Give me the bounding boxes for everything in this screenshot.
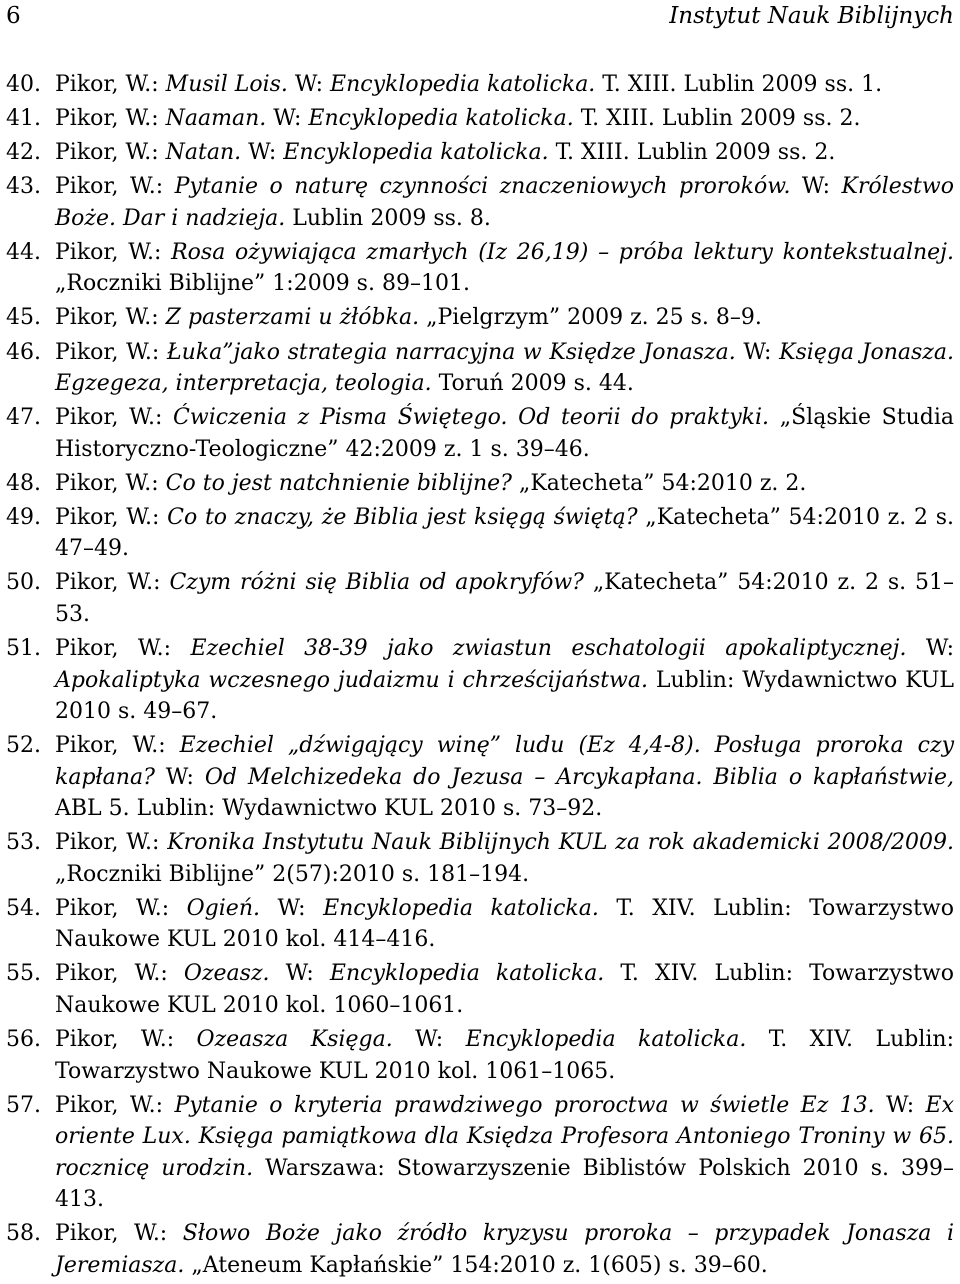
entry-text (6, 137, 954, 169)
entry-title-italic: Czym różni się Biblia od apokryfów? (169, 570, 584, 596)
bibliography-entry (6, 1090, 954, 1216)
entry-text-segment: Pikor, W.: (55, 1027, 197, 1052)
entry-number: 49. (6, 504, 41, 530)
entry-number: 51. (6, 636, 41, 662)
entry-text-segment: Pikor, W.: (55, 636, 191, 662)
entry-text-segment: „Roczniki Biblijne” 2(57):2010 s. 181–194. (55, 861, 530, 887)
entry-text (6, 893, 954, 956)
entry-title-italic: Ozeasza Księga. (196, 1027, 393, 1052)
entry-number: 47. (6, 405, 41, 431)
entry-number: 55. (6, 961, 41, 987)
entry-text (6, 958, 954, 1021)
entry-text-segment: Pikor, W.: (55, 339, 167, 365)
entry-text-segment: „Ateneum Kapłańskie” 154:2010 z. 1(605) s. 39–60. (184, 1252, 768, 1278)
bibliography-entry (6, 1024, 954, 1087)
entry-text-segment: Lublin: Wydawnictwo KUL 2010 s. 49–67. (55, 667, 954, 725)
entry-text-segment: Pikor, W.: (55, 106, 166, 132)
entry-number: 53. (6, 830, 41, 856)
entry-text-segment: Warszawa: Stowarzyszenie Biblistów Polskich 2010 s. 399–413. (55, 1155, 955, 1213)
entry-text-segment: W: (906, 636, 955, 662)
entry-title-italic: Ezechiel „dźwigający winę” ludu (Ez 4,4-8). Posługa proroka czy kapłana? (55, 733, 954, 790)
entry-text-segment: W: (241, 140, 284, 166)
entry-number: 40. (6, 72, 41, 97)
entry-text-segment: W: (790, 174, 842, 200)
entry-number: 52. (6, 733, 41, 759)
bibliography-entry (6, 237, 954, 300)
entry-text (6, 502, 954, 565)
entry-number: 45. (6, 305, 41, 331)
entry-text-segment: Pikor, W.: (55, 895, 187, 921)
entry-number: 54. (6, 895, 41, 921)
entry-text-segment: Pikor, W.: (55, 570, 170, 596)
entry-text-segment: W: (269, 961, 330, 987)
entry-text-segment: T. XIII. Lublin 2009 ss. 2. (573, 106, 861, 132)
entry-text-segment: W: (392, 1027, 466, 1052)
entry-text (6, 1218, 954, 1281)
entry-title-italic: Ezechiel 38-39 jako zwiastun eschatologii apokaliptycznej. (190, 636, 907, 662)
entry-title-italic: Z pasterzami u żłóbka. (165, 305, 420, 331)
entry-number: 50. (6, 570, 41, 596)
entry-title-italic: Encyklopedia katolicka. (329, 961, 605, 987)
bibliography-entry (6, 302, 954, 334)
bibliography-entry (6, 69, 954, 101)
bibliography-entry (6, 827, 954, 890)
entry-text-segment: W: (735, 339, 780, 365)
entry-text (6, 633, 954, 728)
bibliography-entry (6, 1218, 954, 1281)
entry-text-segment: „Katecheta” 54:2010 z. 2 s. 51–53. (55, 570, 954, 627)
bibliography-entry (6, 893, 954, 956)
bibliography-entry (6, 502, 954, 565)
entry-title-italic: Księga Jonasza. Egzegeza, interpretacja, teologia. (55, 339, 954, 397)
entry-text-segment: T. XIII. Lublin 2009 ss. 2. (548, 140, 836, 166)
entry-text-segment: Pikor, W.: (55, 1092, 175, 1118)
entry-title-italic: Encyklopedia katolicka. (308, 106, 574, 132)
entry-text-segment: W: (874, 1092, 926, 1118)
entry-text-segment: Pikor, W.: (55, 470, 166, 496)
entry-text (6, 730, 954, 825)
entry-title-italic: Królestwo Boże. Dar i nadzieja. (55, 174, 954, 231)
entry-title-italic: Pytanie o kryteria prawdziwego proroctwa w świetle Ez 13. (174, 1092, 875, 1118)
bibliography-entry (6, 103, 954, 135)
entry-text-segment: ABL 5. Lublin: Wydawnictwo KUL 2010 s. 73–92. (55, 796, 603, 822)
entry-title-italic: Ćwiczenia z Pisma Świętego. Od teorii do praktyki. (173, 405, 770, 431)
entry-title-italic: Od Melchizedeka do Jezusa – Arcykapłana. Biblia o kapłaństwie, (204, 764, 954, 790)
bibliography-entry (6, 171, 954, 234)
entry-title-italic: Łuka”jako strategia narracyjna w Księdze Jonasza. (166, 339, 736, 365)
bibliography-entry (6, 402, 954, 465)
bibliography-entry (6, 337, 954, 400)
entry-number: 46. (6, 339, 41, 365)
entry-title-italic: Co to znaczy, że Biblia jest księgą świętą? (167, 504, 638, 530)
bibliography-entry (6, 468, 954, 500)
entry-title-italic: Encyklopedia katolicka. (323, 895, 599, 921)
entry-number: 48. (6, 470, 41, 496)
entry-text-segment: W: (287, 72, 331, 97)
entry-title-italic: Encyklopedia katolicka. (330, 72, 596, 97)
bibliography-entry (6, 137, 954, 169)
entry-title-italic: Encyklopedia katolicka. (283, 140, 549, 166)
entry-number: 58. (6, 1221, 41, 1247)
bibliography-entry (6, 958, 954, 1021)
entry-number: 41. (6, 106, 41, 132)
page-header (6, 0, 954, 32)
entry-text (6, 468, 954, 500)
entry-text-segment: Pikor, W.: (55, 504, 168, 530)
entry-title-italic: Ogień. (186, 895, 260, 921)
entry-title-italic: Pytanie o naturę czynności znaczeniowych proroków. (174, 174, 791, 200)
entry-title-italic: Natan. (165, 140, 242, 166)
entry-text-segment: T. XIV. Lublin: Towarzystwo Naukowe KUL 2010 kol. 1060–1061. (55, 961, 954, 1018)
entry-text-segment: „Katecheta” 54:2010 z. 2. (511, 470, 807, 496)
bibliography-entry (6, 567, 954, 630)
entry-text (6, 827, 954, 890)
entry-text (6, 337, 954, 400)
entry-text-segment: Pikor, W.: (55, 239, 172, 265)
entry-title-italic: Encyklopedia katolicka. (465, 1027, 747, 1052)
entry-text (6, 237, 954, 300)
entry-text-segment: Pikor, W.: (55, 1221, 183, 1247)
entry-text-segment: Lublin 2009 ss. 8. (285, 205, 491, 231)
entry-title-italic: Kronika Instytutu Nauk Biblijnych KUL za rok akademicki 2008/2009. (167, 830, 954, 856)
entry-text (6, 171, 954, 234)
entry-text (6, 103, 954, 135)
entry-text-segment: „Katecheta” 54:2010 z. 2 s. 47–49. (55, 504, 954, 562)
entry-text-segment: „Roczniki Biblijne” 1:2009 s. 89–101. (55, 271, 470, 297)
entry-number: 57. (6, 1092, 41, 1118)
entry-text-segment: T. XIII. Lublin 2009 ss. 1. (595, 72, 883, 97)
entry-title-italic: Słowo Boże jako źródło kryzysu proroka – przypadek Jonasza i Jeremiasza. (55, 1221, 954, 1278)
entry-title-italic: Ozeasz. (183, 961, 270, 987)
entry-number: 56. (6, 1027, 41, 1052)
entry-text-segment: W: (154, 764, 205, 790)
bibliography-list (6, 69, 954, 1284)
entry-text-segment: Pikor, W.: (55, 961, 184, 987)
running-title: Instytut Nauk Biblijnych (669, 3, 954, 29)
entry-text-segment: „Pielgrzym” 2009 z. 25 s. 8–9. (419, 305, 762, 331)
entry-text-segment: Toruń 2009 s. 44. (431, 371, 634, 397)
entry-text (6, 1090, 954, 1216)
entry-text-segment: Pikor, W.: (55, 174, 175, 200)
entry-title-italic: Rosa ożywiająca zmarłych (Iz 26,19) – próba lektury kontekstualnej. (171, 239, 954, 265)
entry-text-segment: T. XIV. Lublin: Towarzystwo Naukowe KUL 2010 kol. 1061–1065. (55, 1027, 954, 1084)
bibliography-entry (6, 730, 954, 825)
entry-text-segment: T. XIV. Lublin: Towarzystwo Naukowe KUL 2010 kol. 414–416. (55, 895, 954, 953)
entry-text-segment: Pikor, W.: (55, 733, 180, 759)
entry-text-segment: Pikor, W.: (55, 72, 166, 97)
entry-number: 42. (6, 140, 41, 166)
entry-text-segment: Pikor, W.: (55, 140, 166, 166)
page-number: 6 (6, 3, 21, 29)
entry-title-italic: Ex oriente Lux. Księga pamiątkowa dla Księdza Profesora Antoniego Troniny w 65. rocznicę urodzin. (55, 1092, 954, 1181)
entry-text-segment: Pikor, W.: (55, 305, 166, 331)
entry-text-segment: Pikor, W.: (55, 405, 174, 431)
entry-text (6, 69, 954, 101)
entry-text-segment: W: (259, 895, 324, 921)
entry-title-italic: Apokaliptyka wczesnego judaizmu i chrześcijaństwa. (55, 667, 648, 693)
entry-text-segment: W: (266, 106, 309, 132)
entry-text-segment: „Śląskie Studia Historyczno-Teologiczne” 42:2009 z. 1 s. 39–46. (55, 405, 954, 462)
entry-text (6, 402, 954, 465)
entry-text-segment: Pikor, W.: (55, 830, 168, 856)
entry-text (6, 1024, 954, 1087)
entry-text (6, 302, 954, 334)
entry-number: 44. (6, 239, 41, 265)
entry-text (6, 567, 954, 630)
entry-number: 43. (6, 174, 41, 200)
bibliography-entry (6, 633, 954, 728)
entry-title-italic: Naaman. (165, 106, 267, 132)
entry-title-italic: Musil Lois. (165, 72, 288, 97)
entry-title-italic: Co to jest natchnienie biblijne? (165, 470, 512, 496)
